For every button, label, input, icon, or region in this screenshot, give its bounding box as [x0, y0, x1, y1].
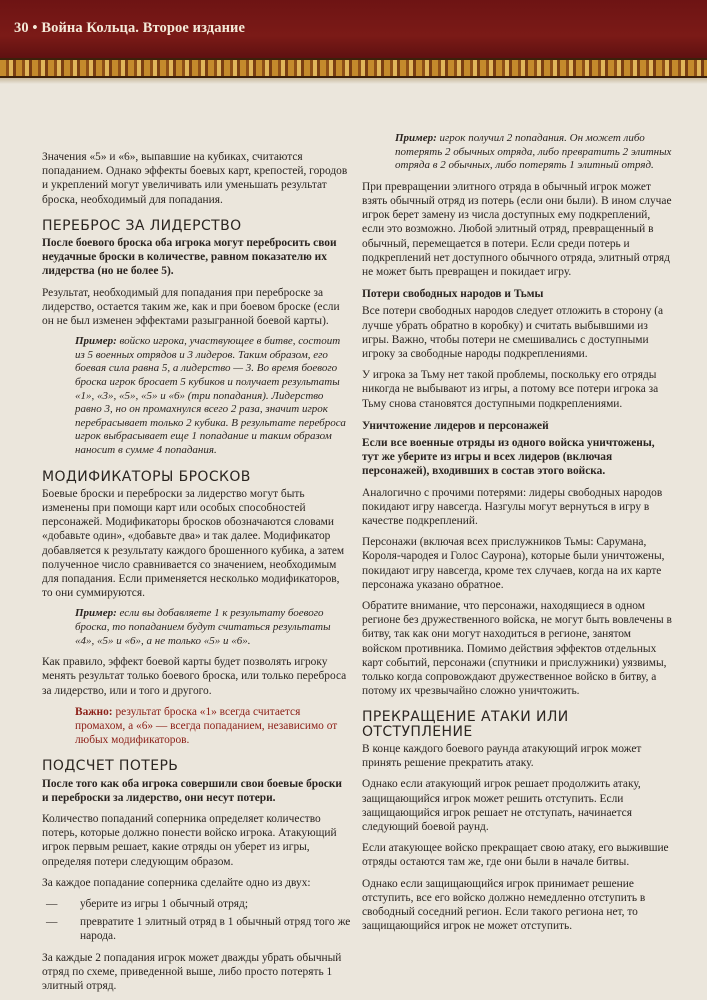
retreat-p1: В конце каждого боевого раунда атакующий игрок может принять решение прекратить атаку. [362, 742, 642, 770]
section-title-losses: ПОДСЧЕТ ПОТЕРЬ [42, 758, 179, 775]
intro-paragraph: Значения «5» и «6», выпавшие на кубиках, считаются попаданием. Однако эффекты боевых карт, крепостей, городов и укреплений могут увеличивать или уменьшать результат броска, необходимый для попадания. [42, 151, 348, 206]
subsection-title-leaders: Уничтожение лидеров и персонажей [362, 419, 549, 432]
losses-example [395, 132, 672, 173]
right-column [362, 132, 672, 940]
note-label: Важно: [75, 705, 113, 718]
example-text: если вы добавляете 1 к результату боевого броска, то попаданием будут считаться результаты «4», «5» и «6», а не только «5» и «6». [75, 607, 331, 647]
losses-list [42, 897, 351, 944]
losses-lead: После того как оба игрока совершили свои боевые броски и переброски за лидерство, они несут потери. [42, 777, 342, 804]
leaders-p1: Аналогично с прочими потерями: лидеры свободных народов покидают игру навсегда. Назгулы могут вернуться в игру в качестве подкреплений. [362, 486, 663, 528]
free-p1: Все потери свободных народов следует отложить в сторону (а лучше убрать обратно в коробку) и считать выбывшими из игры. Важно, чтобы потери не смешивались с доступными игроку за свободные народы подкреплениями. [362, 305, 664, 361]
reroll-body: Результат, необходимый для попадания при переброске за лидерство, остается таким же, как и при боевом броске (если он не был изменен эффектами разыгранной боевой карты). [42, 286, 340, 328]
section-title-reroll: ПЕРЕБРОС ЗА ЛИДЕРСТВО [42, 217, 242, 234]
subsection-title-free-peoples: Потери свободных народов и Тьмы [362, 288, 544, 301]
losses-body2: За каждое попадание соперника сделайте одно из двух: [42, 876, 311, 889]
note-text: результат броска «1» всегда считается промахом, а «6» — всегда попаданием, независимо от любых модификаторов. [75, 705, 338, 747]
example-text: игрок получил 2 попадания. Он может либо потерять 2 обычных отряда, либо превратить 2 элитных отряда в 2 обычных, либо потерять 1 элитный отряд. [395, 132, 672, 172]
example-label: Пример: [395, 132, 437, 144]
section-title-retreat: ПРЕКРАЩЕНИЕ АТАКИ ИЛИ ОТСТУПЛЕНИЕ [362, 709, 569, 740]
leaders-lead: Если все военные отряды из одного войска уничтожены, тут же уберите из игры и всех лидеров (включая персонажей), входивших в состав этого войска. [362, 437, 655, 478]
reroll-example [75, 335, 351, 457]
important-note [75, 705, 351, 748]
list-item: — уберите из игры 1 обычный отряд; [46, 898, 248, 911]
example-label: Пример: [75, 335, 117, 348]
free-p2: У игрока за Тьму нет такой проблемы, поскольку его отряды никогда не выбывают из игры, а потому все потери игрока за Тьму снова становятся доступными подкреплениями. [362, 369, 659, 410]
left-column [42, 150, 351, 1000]
retreat-p2: Однако если атакующий игрок решает продолжить атаку, защищающийся игрок может решить отступить. Если защищающийся игрок решает не отступать, начинается следующий боевой раунд. [362, 778, 641, 833]
list-item: — превратите 1 элитный отряд в 1 обычный отряд того же народа. [46, 916, 351, 943]
modifiers-body: Боевые броски и переброски за лидерство могут быть изменены при помощи карт или особых способностей персонажей. Модификаторы бросков обозначаются словами «добавьте один», «добавьте два» и так далее. Модификатор добавляется к результату каждого брошенного кубика, а затем полученное число сравнивается со значением, необходимым для попадания. Если применяется несколько модификаторов, то они суммируются. [42, 487, 345, 600]
example-text: войско игрока, участвующее в битве, состоит из 5 военных отрядов и 3 лидеров. Таким образом, его боевая сила равна 5, а лидерство — 3. Во время боевого броска игрок бросает 5 кубиков и получает результаты «1», «3», «5», «5» и «6» (три попадания). Лидерство равно 3, но он промахнулся всего 2 раза, значит игрок перебрасывает только 2 кубика. В результате переброса игрок выбрасывает еще 1 попадание и таким образом наносит в сумме 4 попадания. [75, 335, 346, 456]
section-title-modifiers: МОДИФИКАТОРЫ БРОСКОВ [42, 468, 251, 485]
border-shadow [0, 78, 707, 84]
reroll-lead: После боевого броска оба игрока могут перебросить свои неудачные броски в количестве, равном показателю их лидерства (но не более 5). [42, 237, 337, 278]
losses-body: Количество попаданий соперника определяет количество потерь, которые должно понести войско игрока. Атакующий игрок первым решает, какие отряды он уберет из игры, определяя потери следующим образом. [42, 813, 337, 868]
losses-body3: За каждые 2 попадания игрок может дважды убрать обычный отряд по схеме, приведенной выше, либо просто потерять 1 элитный отряд. [42, 951, 342, 993]
page-title: 30 • Война Кольца. Второе издание [14, 20, 246, 36]
elite-paragraph: При превращении элитного отряда в обычный игрок может взять обычный отряд из потерь (если они были). В ином случае игрок берет замену из числа доступных ему подкреплений, если это возможно. Любой элитный отряд, превращенный в обычный, перемещается в потери. Если среди потерь и подкреплений нет доступного обычного отряда, элитный отряд не может быть превращен и покидает игру. [362, 180, 672, 278]
leaders-p2: Персонажи (включая всех прислужников Тьмы: Сарумана, Короля-чародея и Голос Саурона), которые были уничтожены, покидают игру навсегда, кроме тех случаев, когда на их карте персонажа указано обратное. [362, 536, 665, 591]
retreat-p4: Однако если защищающийся игрок принимает решение отступить, все его войско должно немедленно отступить в свободный соседний регион. Если такого региона нет, то защищающийся игрок не может отступить. [362, 877, 646, 933]
example-label: Пример: [75, 607, 117, 620]
leaders-p3: Обратите внимание, что персонажи, находящиеся в одном регионе без дружественного войска, не могут быть вовлечены в битву, так как они могут находиться в регионе, занятом войском противника. Помимо действия эффектов отдельных карт событий, персонажи (спутники и прислужники) уязвимы, только когда сопровождают дружественное войско в битву, а потому их чрезвычайно сложно уничтожить. [362, 600, 672, 698]
page-header [0, 0, 707, 60]
ornamental-border [0, 58, 707, 78]
modifiers-body2: Как правило, эффект боевой карты будет позволять игроку менять результат только боевого броска, или только переброса за лидерство, или и того и другого. [42, 656, 347, 697]
modifiers-example [75, 607, 351, 648]
retreat-p3: Если атакующее войско прекращает свою атаку, его выжившие отряды остаются там же, где они были в начале битвы. [362, 842, 669, 869]
